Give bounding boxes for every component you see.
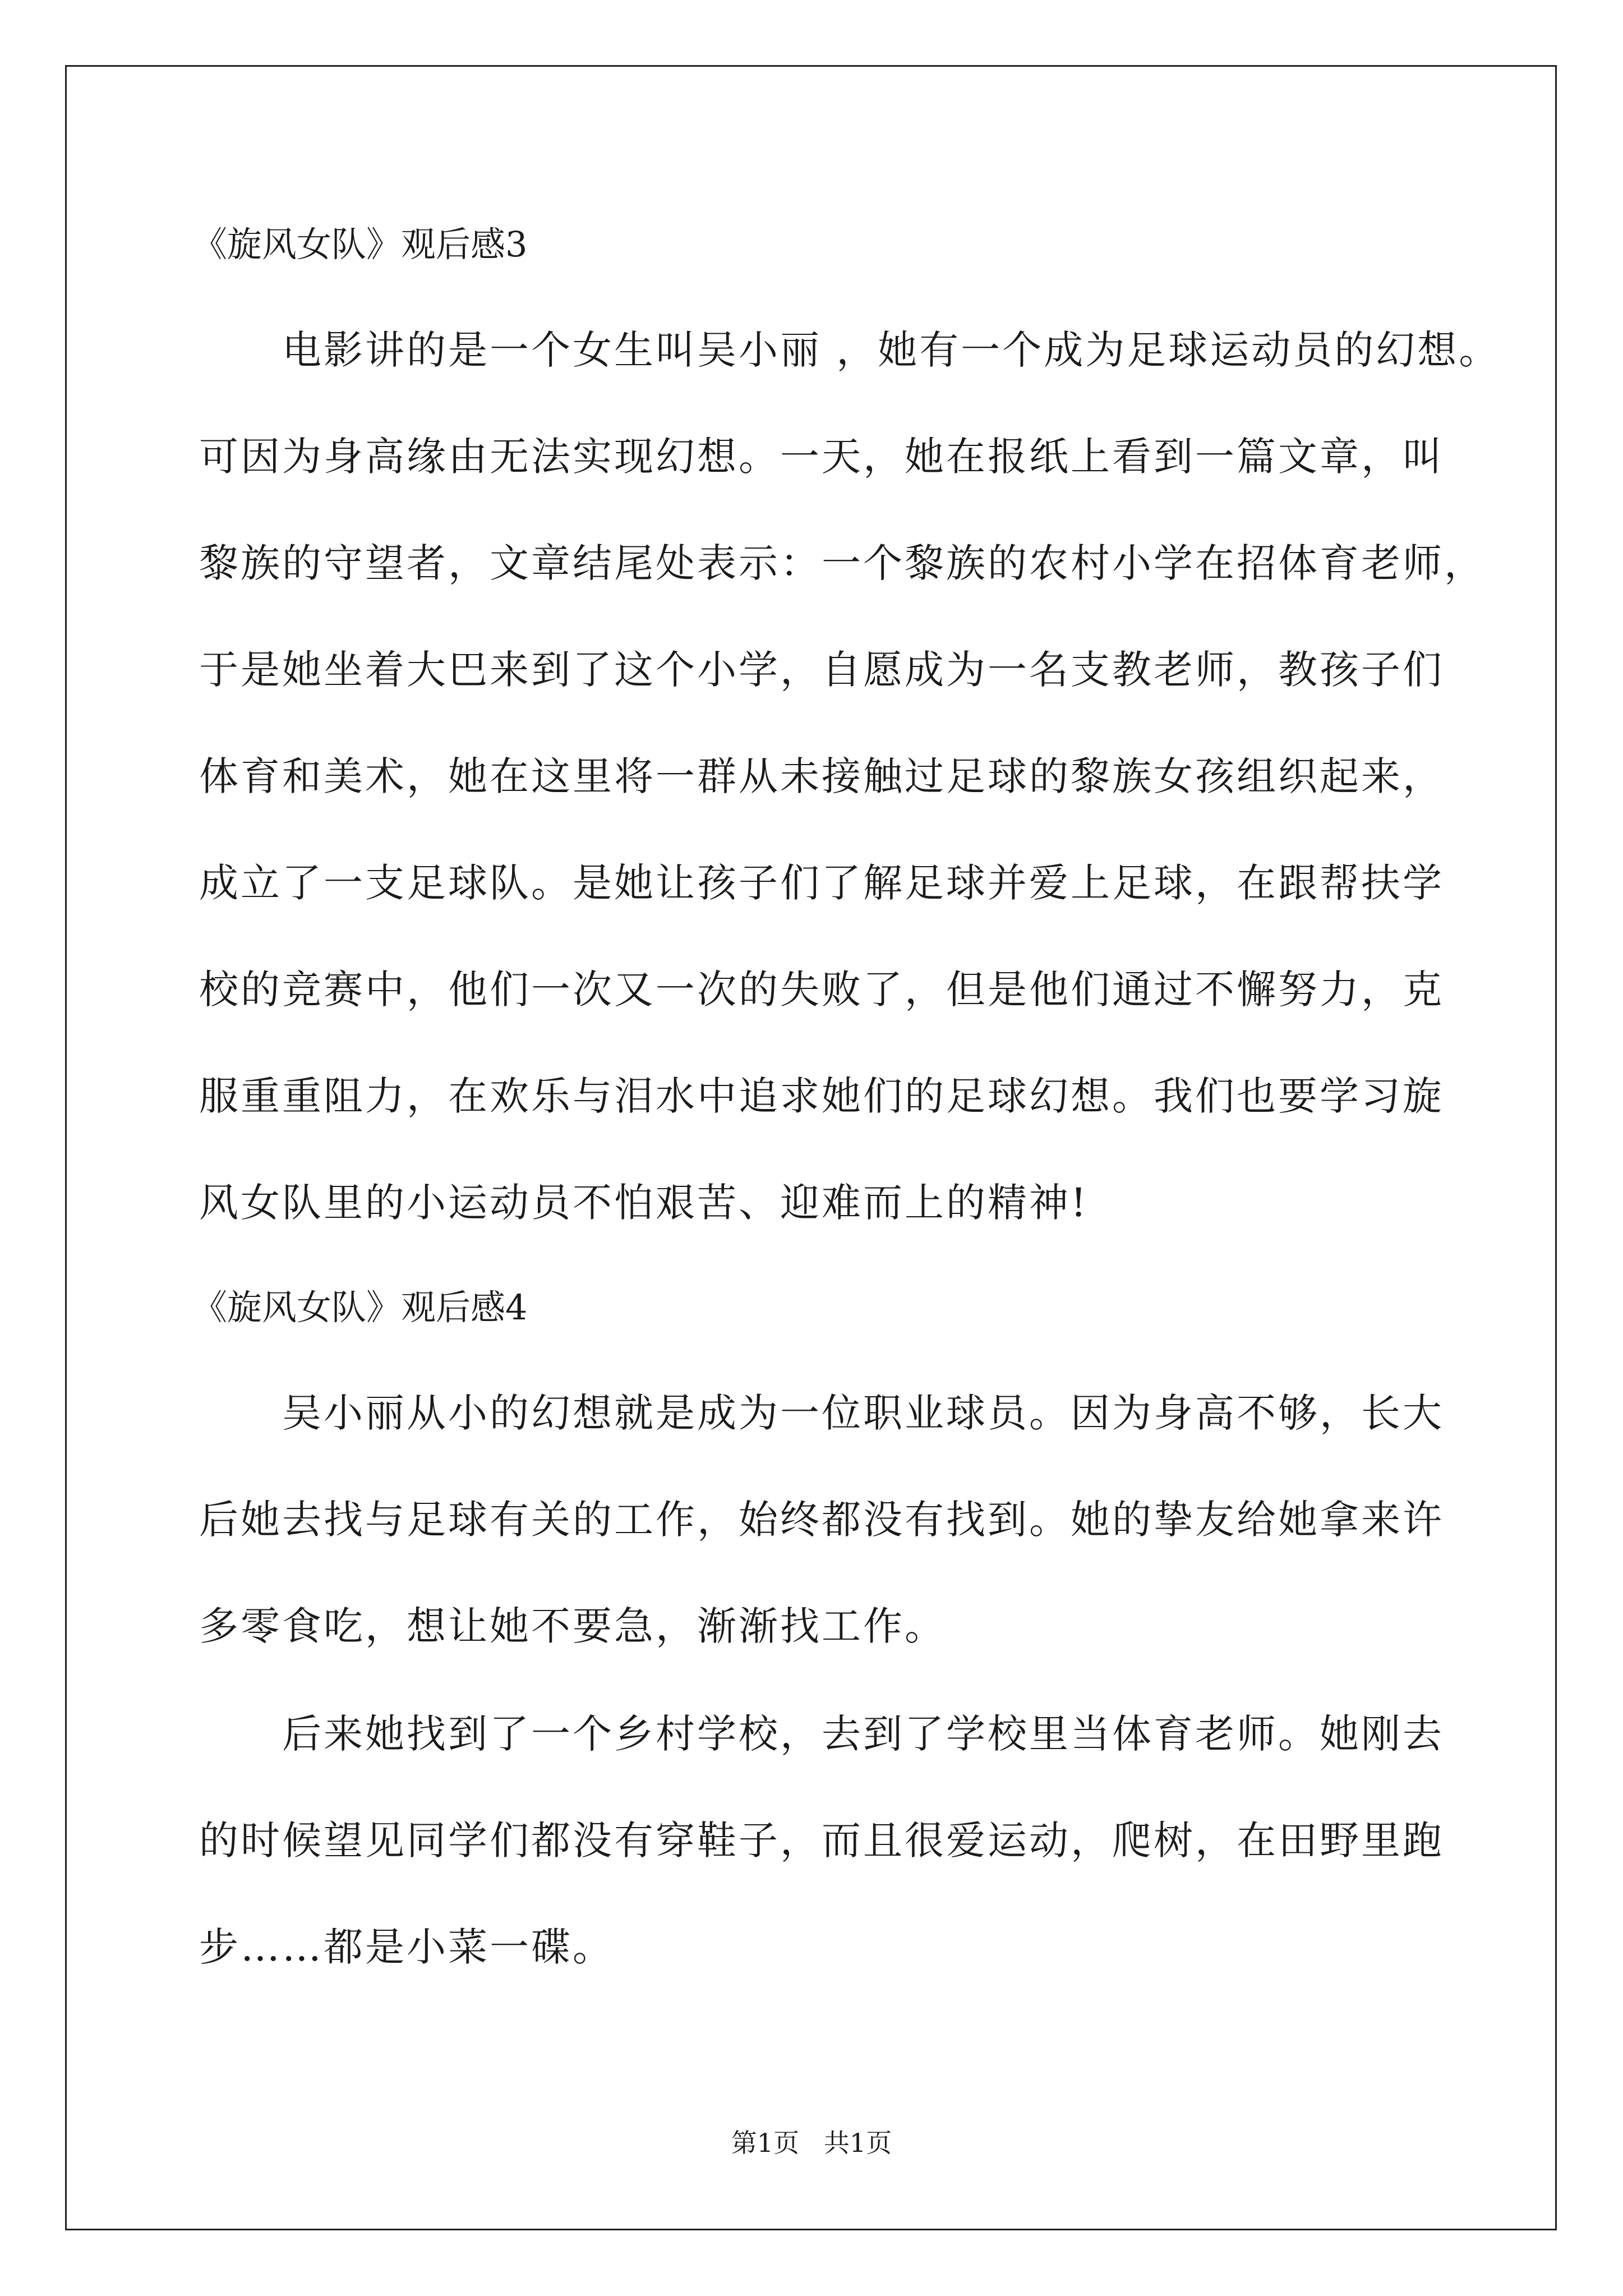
paragraph <box>199 1708 1489 1974</box>
paragraph-line: 风女队里的小运动员不怕艰苦、迎难而上的精神! <box>199 1180 1089 1226</box>
paragraph-line: 成立了一支足球队。是她让孩子们了解足球并爱上足球，在跟帮扶学 <box>199 860 1444 906</box>
paragraph-line: 黎族的守望者，文章结尾处表示：一个黎族的农村小学在招体育老师， <box>199 540 1486 586</box>
paragraph-line: 电影讲的是一个女生叫吴小丽 ，她有一个成为足球运动员的幻想。 <box>282 327 1501 373</box>
section-title: 《旋风女队》观后感4 <box>192 1287 528 1328</box>
paragraph-line: 后她去找与足球有关的工作，始终都没有找到。她的挚友给她拿来许 <box>199 1497 1444 1543</box>
paragraph-line: 服重重阻力，在欢乐与泪水中追求她们的足球幻想。我们也要学习旋 <box>199 1073 1444 1119</box>
page-number-footer: 第1页 共1页 <box>731 2128 892 2158</box>
paragraph-line: 于是她坐着大巴来到了这个小学，自愿成为一名支教老师，教孩子们 <box>199 647 1444 693</box>
paragraph <box>199 1387 1489 1653</box>
paragraph-line: 多零食吃，想让她不要急，渐渐找工作。 <box>199 1603 946 1649</box>
paragraph-line: 吴小丽从小的幻想就是成为一位职业球员。因为身高不够，长大 <box>282 1390 1444 1436</box>
section-title: 《旋风女队》观后感3 <box>192 224 528 265</box>
paragraph-line: 体育和美术，她在这里将一群从未接触过足球的黎族女孩组织起来， <box>199 753 1444 799</box>
paragraph-line: 步……都是小菜一碟。 <box>199 1924 614 1970</box>
paragraph-line: 校的竞赛中，他们一次又一次的失败了，但是他们通过不懈努力，克 <box>199 967 1444 1013</box>
paragraph <box>199 324 1501 1230</box>
document-body <box>192 220 1501 1974</box>
paragraph-line: 可因为身高缘由无法实现幻想。一天，她在报纸上看到一篇文章，叫 <box>199 434 1444 480</box>
paragraph-line: 的时候望见同学们都没有穿鞋子，而且很爱运动，爬树，在田野里跑 <box>199 1818 1444 1864</box>
paragraph-line: 后来她找到了一个乡村学校，去到了学校里当体育老师。她刚去 <box>282 1711 1444 1757</box>
